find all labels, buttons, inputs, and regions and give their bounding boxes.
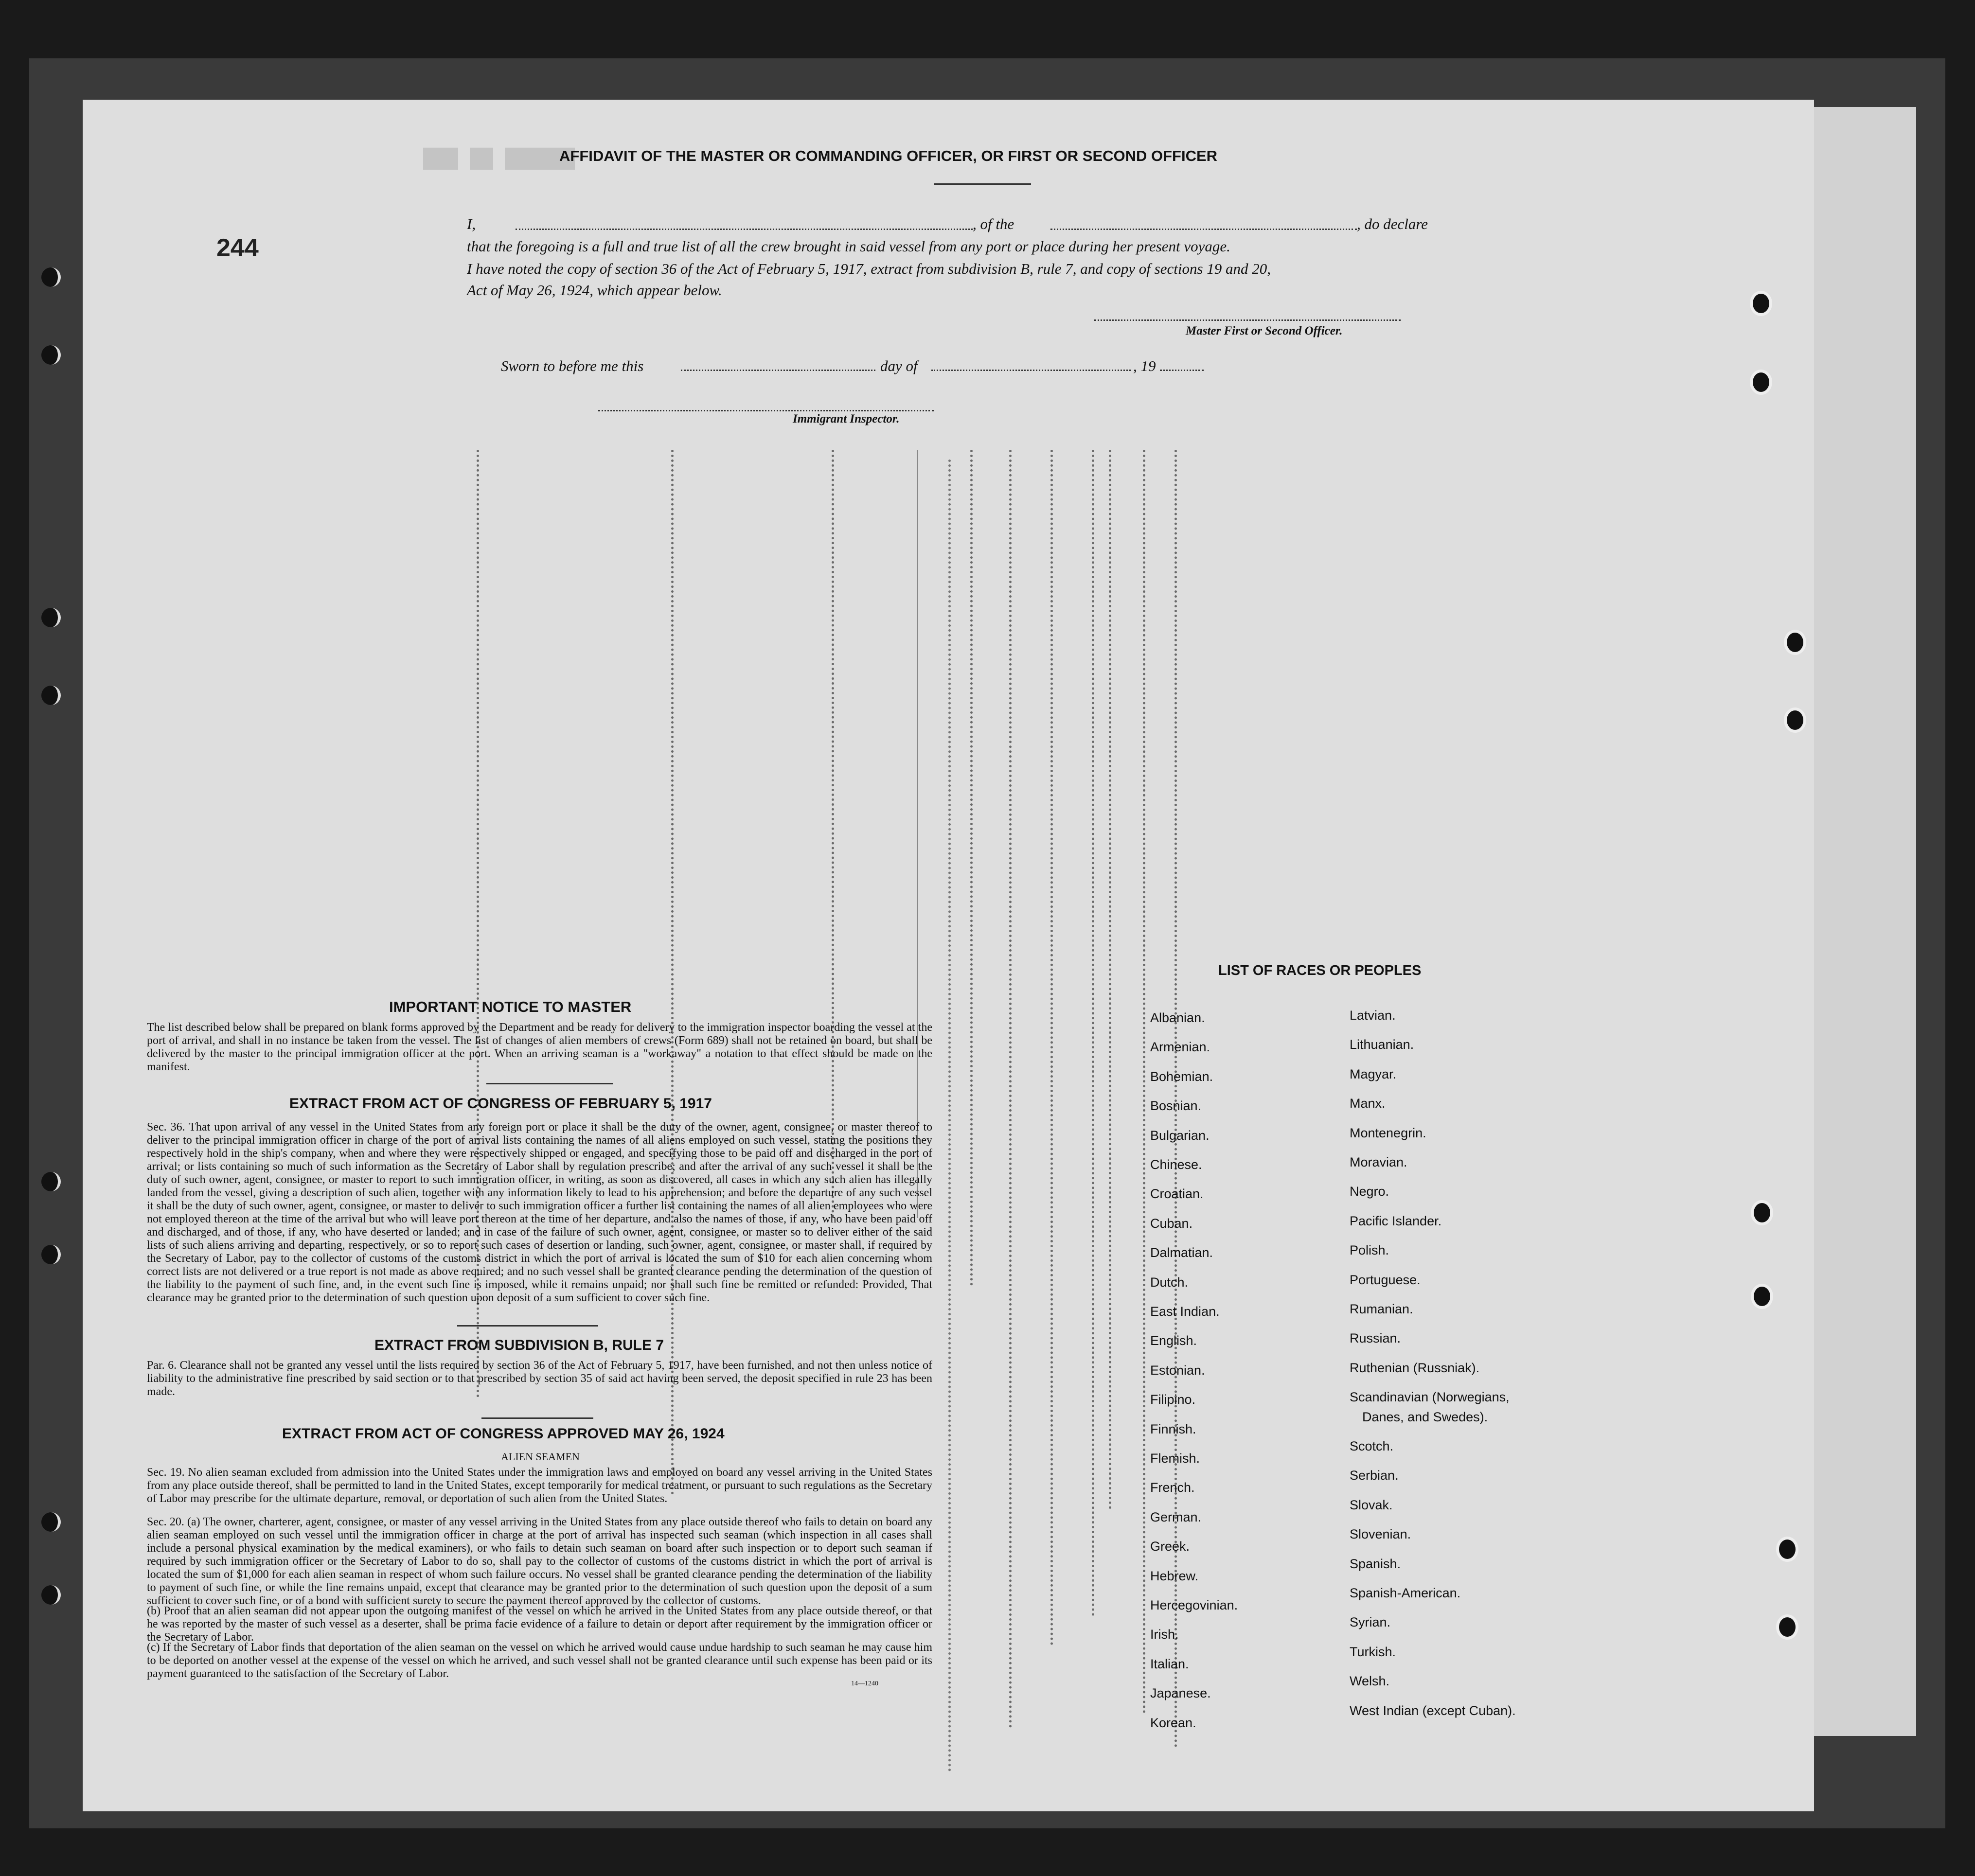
affidavit-title: AFFIDAVIT OF THE MASTER OR COMMANDING OFFICER, OR FIRST OR SECOND OFFICER (559, 147, 1218, 164)
binder-hole-right (1784, 630, 1806, 655)
race-entry: Syrian. (1350, 1615, 1391, 1630)
race-entry: Danes, and Swedes). (1362, 1409, 1488, 1424)
race-entry: Flemish. (1150, 1451, 1200, 1466)
rule7-rule (481, 1417, 593, 1419)
binder-hole-right (1750, 291, 1772, 316)
document-page (83, 100, 1814, 1811)
rule7-text: Par. 6. Clearance shall not be granted any vessel until the lists required by section 36 of the Act of February 5, 1917, have been furnished, and not then unless notice of liability to the administrative fine prescribed by said section or to that prescribed by section 35 of said act having been served, the deposit specified in rule 23 has been made. (147, 1359, 932, 1398)
binder-hole-left (41, 1585, 61, 1605)
sec19-text: Sec. 19. No alien seaman excluded from admission into the United States under the immigration laws and employed on board any vessel arriving in the United States from any place outside thereof, shall be permitted to land in the United States, except temporarily for medical treatment, or pursuant to such regulations as the Secretary of Labor may prescribe for the ultimate departure, removal, or deportation of such alien from the United States. (147, 1466, 932, 1505)
race-entry: Serbian. (1350, 1468, 1399, 1483)
vessel-blank (1050, 229, 1357, 230)
ditto-column-4 (917, 450, 918, 1218)
declaration-line-2: I have noted the copy of section 36 of the Act of February 5, 1917, extract from subdivision B, rule 7, and copy of sections 19 and 20, (467, 260, 1271, 277)
race-entry: Croatian. (1150, 1186, 1204, 1202)
race-entry: Latvian. (1350, 1008, 1396, 1023)
name-blank (516, 229, 973, 230)
sworn-label: Sworn to before me this (501, 357, 644, 374)
race-entry: Turkish. (1350, 1644, 1396, 1659)
race-entry: Scotch. (1350, 1439, 1394, 1453)
i-label: I, (467, 215, 476, 232)
race-entry: Lithuanian. (1350, 1037, 1414, 1052)
year-blank (1160, 370, 1204, 371)
sheet-number: 244 (216, 234, 259, 262)
ditto-column-11 (1143, 450, 1145, 1714)
ditto-column-9 (1092, 450, 1094, 1617)
race-entry: Russian. (1350, 1331, 1401, 1346)
race-entry: Pacific Islander. (1350, 1213, 1442, 1228)
ditto-column-6 (970, 450, 973, 1286)
declaration-line-1: that the foregoing is a full and true list of all the crew brought in said vessel from any port or place during her present voyage. (467, 238, 1230, 255)
binder-hole-left (41, 345, 61, 365)
master-signature-label: Master First or Second Officer. (1186, 324, 1343, 337)
extract-1917-rule (457, 1325, 598, 1327)
race-entry: East Indian. (1150, 1304, 1220, 1319)
race-entry: Cuban. (1150, 1216, 1193, 1231)
race-entry: German. (1150, 1509, 1202, 1524)
race-entry: Spanish. (1350, 1556, 1401, 1571)
binder-hole-right (1776, 1537, 1798, 1562)
race-entry: Estonian. (1150, 1363, 1205, 1378)
binder-hole-right (1751, 1200, 1773, 1225)
race-entry: Negro. (1350, 1184, 1389, 1199)
race-entry: Chinese. (1150, 1157, 1202, 1172)
race-entry: Dalmatian. (1150, 1245, 1213, 1260)
race-entry: Spanish-American. (1350, 1586, 1461, 1600)
binder-hole-right (1776, 1614, 1798, 1640)
of-the-label: , of the (973, 215, 1014, 232)
race-entry: Scandinavian (Norwegians, (1350, 1390, 1510, 1405)
sec20a-text: Sec. 20. (a) The owner, charterer, agent, consignee, or master of any vessel arriving in the United States from any place outside thereof who fails to detain on board any alien seaman employed on such vessel until the immigration officer in charge at the port of arrival has inspected such seaman (which inspection in all cases shall include a personal physical examination by the medical examiners), or who fails to detain such seaman on board after such inspection or to deport such seaman if required by such immigration officer or the Secretary of Labor to do so, shall pay to the collector of customs of the customs district in which the port of arrival is located the sum of $1,000 for each alien seaman in respect of whom such failure occurs. No vessel shall be granted clearance pending the determination of the liability to payment of such fine, or while the fine remains unpaid, except that clearance may be granted prior to the determination of such question upon the deposit of a sum sufficient to cover such fine, or of a bond with sufficient surety to secure the payment thereof approved by the collector of customs. (147, 1516, 932, 1607)
ditto-column-2 (671, 450, 674, 1495)
binder-hole-right (1784, 708, 1806, 733)
binder-hole-left (41, 1172, 61, 1191)
race-entry: West Indian (except Cuban). (1350, 1703, 1516, 1718)
sec20b-text: (b) Proof that an alien seaman did not appear upon the outgoing manifest of the vessel on which he arrived in the United States from any place outside thereof, or that he was reported by the master of such vessel as a deserter, shall be prima facie evidence of a failure to detain or deport after requirement by the immigration officer or the Secretary of Labor. (147, 1605, 932, 1644)
race-entry: English. (1150, 1333, 1197, 1348)
race-entry: Manx. (1350, 1096, 1386, 1111)
form-number: 14—1240 (851, 1680, 878, 1687)
binder-hole-right (1750, 370, 1772, 395)
bleed-through-heading: ███ ██ ██████ (423, 148, 575, 170)
master-signature-line (1094, 319, 1401, 321)
ditto-column-5 (948, 460, 951, 1772)
extract-1917-text: Sec. 36. That upon arrival of any vessel in the United States from any foreign port or place it shall be the duty of the owner, agent, consignee, or master thereof to deliver to the principal immigration officer in charge of the port of arrival lists containing the names of all aliens employed on such vessel, stating the positions they respectively hold in the ship's company, when and where they were respectively shipped or engaged, and specifying those to be paid off and discharged in the port of arrival; or lists containing so much of such information as the Secretary of Labor shall by regulation prescribe; and after the arrival of any such vessel it shall be the duty of such owner, agent, consignee, or master to report to such immigration officer, in writing, as soon as discovered, all cases in which any such alien has illegally landed from the vessel, giving a description of such alien, together with any information likely to lead to his apprehension; and before the departure of any such vessel it shall be the duty of such owner, agent, consignee, or master to deliver to such immigration officer a further list containing the names of all alien employees who were not employed thereon at the time of the arrival but who will leave port thereon at the time of her departure, and also the names of those, if any, who have been paid off and discharged, and of those, if any, who have deserted or landed; and in case of the failure of such owner, agent, consignee, or master so to deliver either of the said lists of such aliens arriving and departing, respectively, or so to report such cases of desertion or landing, such owner, agent, consignee, or master shall, if required by the Secretary of Labor, pay to the collector of customs of the customs district in which the port of arrival is located the sum of $10 for each alien concerning whom correct lists are not delivered or a true report is not made as above required; and no such vessel shall be granted clearance pending the determination of the question of the liability to the payment of such fine, and, in the event such fine is imposed, while it remains unpaid; nor shall such fine be remitted or refunded: Provided, That clearance may be granted prior to the determination of such question upon deposit of a sum sufficient to cover such fine. (147, 1121, 932, 1304)
race-entry: Bohemian. (1150, 1069, 1213, 1084)
race-entry: Rumanian. (1350, 1302, 1413, 1316)
race-entry: Magyar. (1350, 1066, 1397, 1081)
race-entry: Hebrew. (1150, 1568, 1199, 1583)
binder-hole-left (41, 1512, 61, 1532)
race-entry: Filipino. (1150, 1392, 1196, 1407)
race-entry: Montenegrin. (1350, 1125, 1426, 1140)
race-entry: Hercegovinian. (1150, 1598, 1238, 1612)
extract-1917-title: EXTRACT FROM ACT OF CONGRESS OF FEBRUARY 5, 1917 (289, 1096, 712, 1112)
race-entry: Moravian. (1350, 1155, 1407, 1169)
inspector-signature-line (598, 410, 934, 411)
binder-hole-left (41, 1245, 61, 1264)
do-declare-label: , do declare (1357, 215, 1428, 232)
binder-hole-left (41, 267, 61, 287)
race-entry: Ruthenian (Russniak). (1350, 1360, 1480, 1375)
ditto-column-7 (1009, 450, 1012, 1729)
binder-hole-left (41, 686, 61, 705)
race-entry: Dutch. (1150, 1274, 1189, 1290)
race-entry: Portuguese. (1350, 1272, 1421, 1287)
ditto-column-10 (1109, 450, 1111, 1510)
race-entry: Slovak. (1350, 1497, 1393, 1512)
extract-1924-title: EXTRACT FROM ACT OF CONGRESS APPROVED MAY 26, 1924 (282, 1426, 725, 1442)
ditto-column-8 (1050, 450, 1053, 1646)
race-entry: Albanian. (1150, 1010, 1205, 1025)
race-entry: Japanese. (1150, 1686, 1211, 1701)
binder-hole-left (41, 608, 61, 627)
day-of-label: day of (880, 357, 918, 374)
inspector-label: Immigrant Inspector. (793, 412, 900, 425)
alien-seamen-subtitle: ALIEN SEAMEN (501, 1451, 580, 1463)
rule7-title: EXTRACT FROM SUBDIVISION B, RULE 7 (374, 1337, 664, 1353)
ditto-column-3 (832, 450, 834, 1218)
sworn-day-blank (681, 370, 875, 371)
race-entry: Korean. (1150, 1715, 1196, 1730)
race-entry: Finnish. (1150, 1421, 1196, 1436)
race-entry: Italian. (1150, 1656, 1189, 1671)
notice-rule (486, 1083, 613, 1084)
race-entry: Polish. (1350, 1243, 1389, 1258)
race-entry: Armenian. (1150, 1040, 1210, 1055)
race-entry: Bosnian. (1150, 1098, 1202, 1114)
race-entry: French. (1150, 1480, 1195, 1495)
races-title: LIST OF RACES OR PEOPLES (1218, 963, 1422, 978)
race-entry: Welsh. (1350, 1674, 1390, 1689)
race-entry: Bulgarian. (1150, 1128, 1210, 1143)
year-label: , 19 (1133, 357, 1156, 374)
notice-title: IMPORTANT NOTICE TO MASTER (389, 998, 632, 1015)
sec20c-text: (c) If the Secretary of Labor finds that deportation of the alien seaman on the vessel on which he arrived would cause undue hardship to such seaman he may cause him to be deported on another vessel at the expense of the vessel on which he arrived, and such vessel shall not be granted clearance until such expense has been paid or its payment guaranteed to the satisfaction of the Secretary of Labor. (147, 1641, 932, 1680)
declaration-line-3: Act of May 26, 1924, which appear below. (467, 282, 722, 299)
sworn-month-blank (931, 370, 1131, 371)
binder-hole-right (1751, 1284, 1773, 1309)
notice-text: The list described below shall be prepared on blank forms approved by the Department and be ready for delivery to the immigration inspector boarding the vessel at the port of arrival, and shall in no instance be taken from the vessel. The list of changes of alien members of crews (Form 689) shall not be retained on board, but shall be delivered by the master to the principal immigration officer at the port. When an arriving seaman is a "workaway" a notation to that effect should be made on the manifest. (147, 1021, 932, 1073)
race-entry: Slovenian. (1350, 1527, 1411, 1542)
race-entry: Greek. (1150, 1539, 1190, 1554)
title-rule (934, 183, 1031, 185)
race-entry: Irish. (1150, 1627, 1179, 1642)
